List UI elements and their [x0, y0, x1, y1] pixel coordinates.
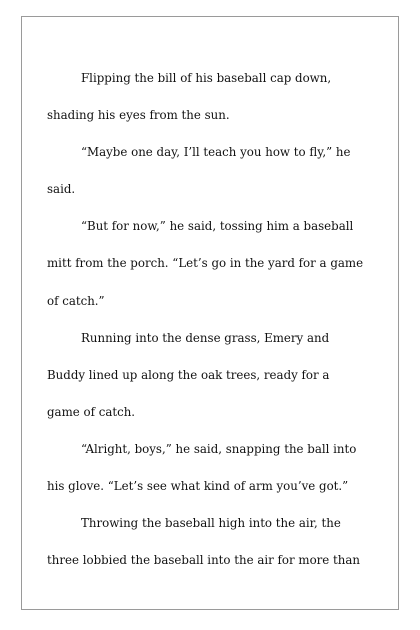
text-line: three lobbied the baseball into the air for more than: [47, 553, 361, 568]
text-line: Flipping the bill of his baseball cap down,: [81, 71, 332, 85]
text-line: Buddy lined up along the oak trees, ready for a: [47, 367, 330, 382]
text-line: “But for now,” he said, tossing him a baseball: [81, 219, 354, 234]
text-line: Throwing the baseball high into the air, the: [81, 516, 341, 531]
text-line: of catch.”: [47, 293, 105, 308]
text-line: said.: [47, 182, 76, 197]
page-text-block: [47, 70, 364, 589]
text-line: his glove. “Let’s see what kind of arm you’ve got.”: [47, 479, 349, 494]
text-line: mitt from the porch. “Let’s go in the yard for a game: [47, 256, 364, 271]
text-line: shading his eyes from the sun.: [47, 108, 230, 123]
text-line: game of catch.: [47, 404, 136, 419]
text-line: Running into the dense grass, Emery and: [81, 330, 330, 345]
text-line: “Maybe one day, I’ll teach you how to fly,” he: [81, 145, 351, 160]
text-line: “Alright, boys,” he said, snapping the ball into: [81, 441, 357, 456]
